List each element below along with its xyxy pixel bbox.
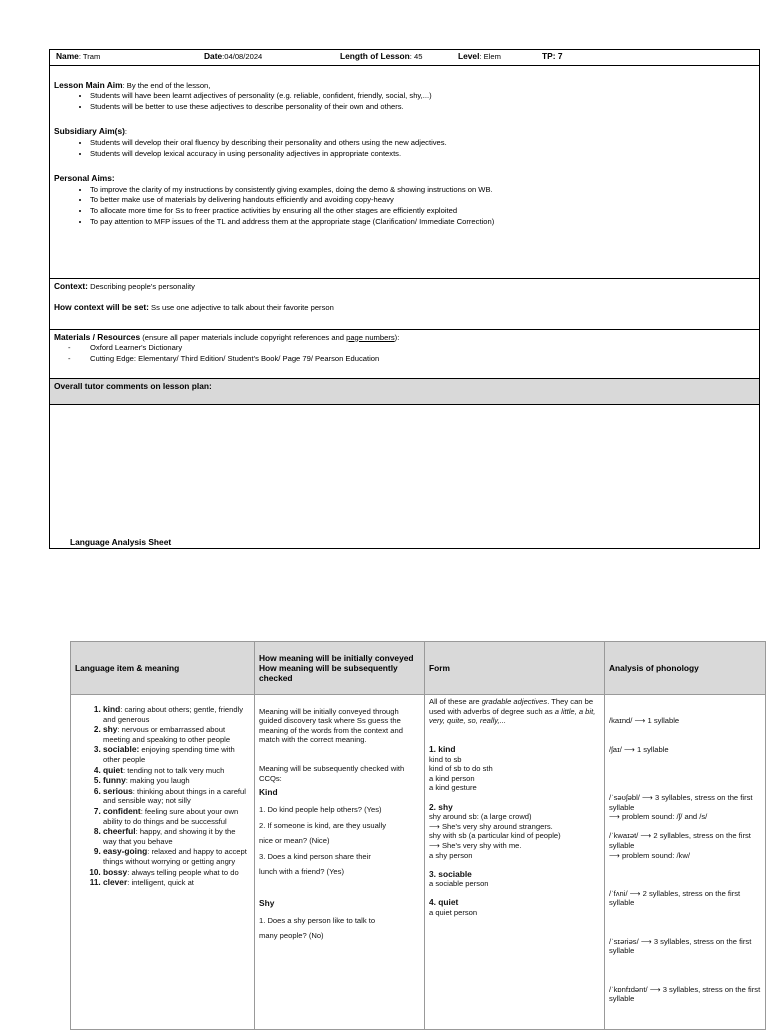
- kind-ccq-heading: Kind: [259, 787, 278, 798]
- personal-aims: Personal Aims:: [54, 173, 115, 184]
- shy-ccq-heading: Shy: [259, 897, 275, 908]
- main-aim: Lesson Main Aim: By the end of the lesson,: [54, 79, 211, 90]
- col-meaning: How meaning will be initially conveyed How meaning will be subsequently checked: [255, 642, 425, 695]
- length-field: Length of Lesson: 45: [340, 51, 423, 61]
- name-field: Name: Tram: [56, 51, 101, 61]
- list-item: 4. quiet: tending not to talk very much: [103, 766, 250, 776]
- lesson-plan-table: [49, 49, 760, 549]
- list-item: 10. bossy: always telling people what to do: [103, 868, 250, 878]
- materials-heading: Materials / Resources (ensure all paper materials include copyright references and page numbers):: [54, 331, 400, 342]
- language-analysis-title: Language Analysis Sheet: [70, 537, 172, 547]
- language-item-list: [75, 705, 250, 888]
- context-section: [50, 278, 760, 329]
- col-language-item: Language item & meaning: [71, 642, 255, 695]
- language-items-cell: [71, 695, 255, 1030]
- main-aim-list: • Students will have been learnt adjectives of personality (e.g. reliable, confident, friendly, social, shy,...) • Students will be better to use these adjectives to describe personality of their own and others.: [54, 91, 755, 112]
- phonology-cell: /kaɪnd/ ⟶ 1 syllable /ʃaɪ/ ⟶ 1 syllable /ˈsəʊʃəbl/ ⟶ 3 syllables, stress on the first syllable ⟶ problem sound: /ʃ/ and /s/ /ˈkwaɪət/ ⟶ 2 syllables, stress on the first syllable ⟶ problem sound: /kw/ /ˈfʌni/ ⟶ 2 syllables, stress on the first syllable /ˈsɪəriəs/ ⟶ 3 syllables, stress on the first syllable /ˈkɒnfɪdənt/ ⟶ 3 syllables, stress on the first syllable: [605, 695, 766, 1030]
- col-phonology: Analysis of phonology: [605, 642, 766, 695]
- list-item: 11. clever: intelligent, quick at: [103, 878, 250, 888]
- col-form: Form: [425, 642, 605, 695]
- materials-section: [50, 329, 760, 378]
- aims-section: [50, 65, 760, 278]
- list-item: 5. funny: making you laugh: [103, 776, 250, 786]
- context-setting-line: How context will be set: Ss use one adjective to talk about their favorite person: [54, 302, 334, 313]
- context-line: Context: Describing people's personality: [54, 280, 195, 291]
- subsidiary-aims: Subsidiary Aim(s):: [54, 126, 128, 137]
- tutor-comments-heading: Overall tutor comments on lesson plan:: [50, 378, 760, 404]
- language-analysis-table: [70, 641, 766, 1030]
- list-item: 9. easy-going: relaxed and happy to accept things without worrying or getting angry: [103, 847, 250, 866]
- subsidiary-aims-list: • Students will develop their oral fluency by describing their personality and others using the new adjectives. • Students will develop lexical accuracy in using personality adjectives in appropriate contexts.: [54, 138, 755, 159]
- level-field: Level: Elem: [458, 51, 501, 61]
- list-item: 1. kind: caring about others; gentle, friendly and generous: [103, 705, 250, 724]
- list-item: 7. confident: feeling sure about your own ability to do things and be successful: [103, 807, 250, 826]
- form-intro: All of these are gradable adjectives. They can be used with adverbs of degree such as a little, a bit, very, quite, so, really,...: [429, 697, 596, 726]
- header-row: [50, 50, 760, 66]
- tp-field: TP: 7: [542, 51, 563, 61]
- list-item: 6. serious: thinking about things in a careful and sensible way; not silly: [103, 787, 250, 806]
- materials-list: - Oxford Learner's Dictionary - Cutting Edge: Elementary/ Third Edition/ Student's Book/ Page 79/ Pearson Education: [54, 343, 755, 364]
- personal-aims-list: • To improve the clarity of my instructions by consistently giving examples, doing the demo & showing instructions on WB. • To better make use of materials by delivering handouts efficiently and avoiding copy-heavy • To allocate more time for Ss to freer practice activities by ensuring all the other stages are efficiently exploited • To pay attention to MFP issues of the TL and address them at the appropriate stage (Clarification/ Immediate Correction): [54, 185, 755, 227]
- meaning-cell: Meaning will be initially conveyed through guided discovery task where Ss guess the meaning of the words from the context and match with the correct meaning. Meaning will be subsequently checked with CCQs: Kind 1. Do kind people help others? (Yes) 2. If someone is kind, are they usually nice or mean? (Nice) 3. Does a kind person share their lunch with a friend? (Yes) Shy 1. Does a shy person like to talk to many people? (No): [255, 695, 425, 1030]
- checked-text: Meaning will be subsequently checked with CCQs:: [259, 764, 405, 783]
- list-item: 3. sociable: enjoying spending time with other people: [103, 745, 250, 764]
- tutor-comments-box: [50, 404, 760, 548]
- form-cell: All of these are gradable adjectives. They can be used with adverbs of degree such as a little, a bit, very, quite, so, really,... 1. kind kind to sb kind of sb to do sth a kind person a kind gesture 2. shy shy around sb: (a large crowd) ⟶ She's very shy around strangers. shy with sb (a particular kind of people) ⟶ She's very shy with me. a shy person 3. sociable a sociable person 4. quiet a quiet person: [425, 695, 605, 1030]
- list-item: 8. cheerful: happy, and showing it by the way that you behave: [103, 827, 250, 846]
- list-item: 2. shy: nervous or embarrassed about meeting and speaking to other people: [103, 725, 250, 744]
- conveyed-text: Meaning will be initially conveyed through guided discovery task where Ss guess the meaning of the words from the context and match with the correct meaning.: [259, 706, 403, 745]
- date-field: Date:04/08/2024: [204, 51, 263, 61]
